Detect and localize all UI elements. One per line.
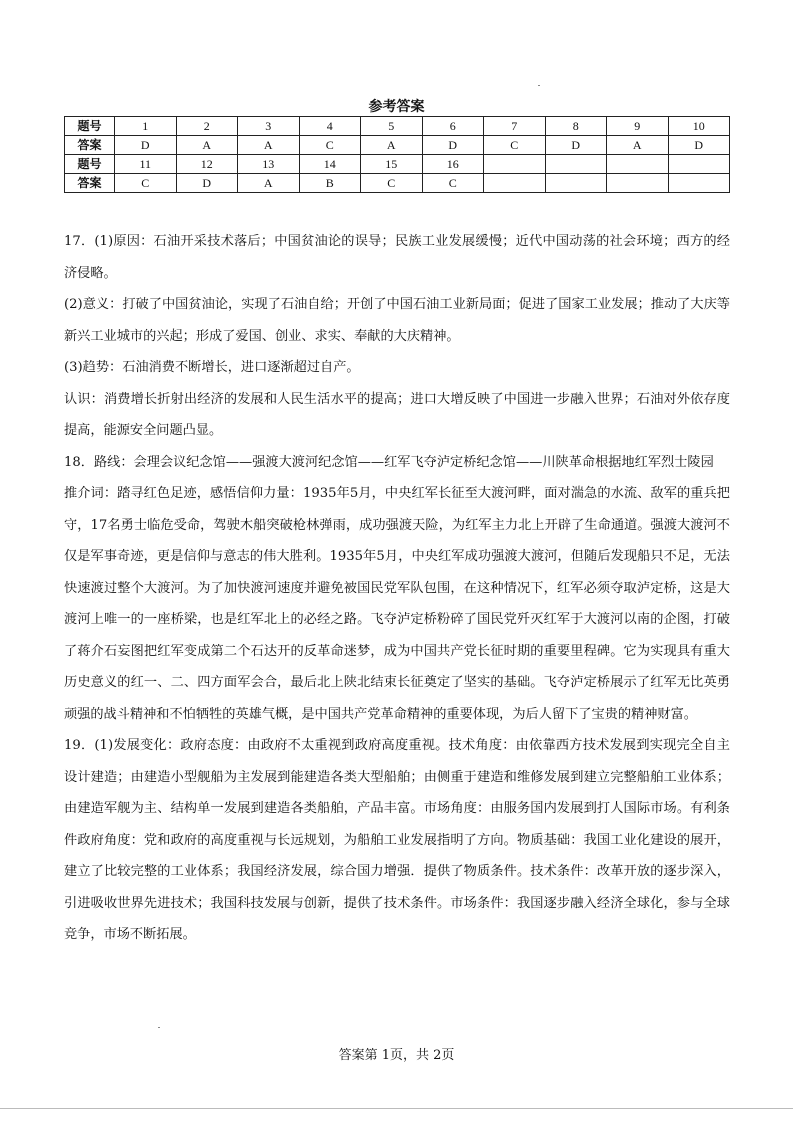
table-cell: C (484, 136, 546, 155)
answer-17-understanding: 认识：消费增长折射出经济的发展和人民生活水平的提高；进口大增反映了中国进一步融入世界；石油对外依存度提高，能源安全问题凸显。 (64, 391, 730, 438)
table-cell: 5 (361, 117, 423, 136)
table-cell: A (238, 174, 300, 193)
table-cell: 6 (422, 117, 484, 136)
table-cell: A (607, 136, 669, 155)
table-cell: B (299, 174, 361, 193)
row-label: 答案 (65, 174, 115, 193)
table-cell: 15 (361, 155, 423, 174)
table-cell (484, 155, 546, 174)
table-cell: 16 (422, 155, 484, 174)
table-row (65, 155, 730, 174)
row-label: 题号 (65, 117, 115, 136)
answer-17-reason: 17．(1)原因：石油开采技术落后；中国贫油论的误导；民族工业发展缓慢；近代中国动荡的社会环境；西方的经济侵略。 (64, 234, 730, 281)
table-row (65, 136, 730, 155)
table-cell: A (176, 136, 238, 155)
table-cell (668, 155, 730, 174)
table-cell: A (238, 136, 300, 155)
table-cell: C (361, 174, 423, 193)
table-cell: 7 (484, 117, 546, 136)
table-cell: C (422, 174, 484, 193)
table-cell: 8 (545, 117, 607, 136)
table-cell: 11 (115, 155, 177, 174)
page-footer: 答案第 1页，共 2页 (338, 1048, 455, 1063)
page-title: 参考答案 (368, 99, 425, 115)
table-cell (484, 174, 546, 193)
answer-17-trend: (3)趋势：石油消费不断增长，进口逐渐超过自产。 (64, 360, 360, 375)
answer-19-development: 19．(1)发展变化：政府态度：由政府不太重视到政府高度重视。技术角度：由依靠西方技术发展到实现完全自主设计建造；由建造小型舰船为主发展到能建造各类大型船舶；由侧重于建造和维修发展到建立完整船舶工业体系；由建造军舰为主、结构单一发展到建造各类船舶，产品丰富。市场角度：由服务国内发展到打人国际市场。有利条件政府角度：党和政府的高度重视与长远规划，为船舶工业发展指明了方向。物质基础：我国工业化建设的展开，建立了比较完整的工业体系；我国经济发展，综合国力增强．提供了物质条件。技术条件：改革开放的逐步深入，引进吸收世界先进技术；我国科技发展与创新，提供了技术条件。市场条件：我国逐步融入经济全球化，参与全球竞争，市场不断拓展。 (64, 738, 730, 942)
table-cell (607, 155, 669, 174)
table-cell: 9 (607, 117, 669, 136)
table-cell: D (176, 174, 238, 193)
table-cell: 1 (115, 117, 177, 136)
table-cell (607, 174, 669, 193)
row-label: 答案 (65, 136, 115, 155)
table-cell: 13 (238, 155, 300, 174)
answer-table (64, 116, 730, 193)
table-cell: D (545, 136, 607, 155)
table-cell: C (299, 136, 361, 155)
table-cell (668, 174, 730, 193)
table-cell: D (115, 136, 177, 155)
table-cell: 14 (299, 155, 361, 174)
answer-content (64, 226, 730, 951)
table-row (65, 117, 730, 136)
table-cell: 2 (176, 117, 238, 136)
table-cell (545, 174, 607, 193)
table-cell: 10 (668, 117, 730, 136)
answer-18-route: 18．路线：会理会议纪念馆——强渡大渡河纪念馆——红军飞夺泸定桥纪念馆——川陕革命根据地红军烈士陵园 (64, 454, 714, 470)
table-cell: C (115, 174, 177, 193)
table-cell: D (668, 136, 730, 155)
table-cell: A (361, 136, 423, 155)
answer-17-significance: (2)意义：打破了中国贫油论，实现了石油自给；开创了中国石油工业新局面；促进了国家工业发展；推动了大庆等新兴工业城市的兴起；形成了爱国、创业、求实、奉献的大庆精神。 (64, 297, 730, 344)
table-row (65, 174, 730, 193)
table-cell: 3 (238, 117, 300, 136)
scan-speck (158, 1027, 160, 1028)
table-cell: 12 (176, 155, 238, 174)
table-cell: D (422, 136, 484, 155)
scan-speck (538, 85, 540, 86)
bottom-rule (0, 1108, 793, 1109)
table-cell: 4 (299, 117, 361, 136)
answer-18-recommendation: 推介词：踏寻红色足迹，感悟信仰力量：1935年5月，中央红军长征至大渡河畔，面对湍急的水流、敌军的重兵把守，17名勇士临危受命，驾驶木船突破枪林弹雨，成功强渡天险，为红军主力北上开辟了生命通道。强渡大渡河不仅是军事奇迹，更是信仰与意志的伟大胜利。1935年5月，中央红军成功强渡大渡河，但随后发现船只不足，无法快速渡过整个大渡河。为了加快渡河速度并避免被国民党军队包围，在这种情况下，红军必须夺取泸定桥，这是大渡河上唯一的一座桥梁，也是红军北上的必经之路。飞夺泸定桥粉碎了国民党歼灭红军于大渡河以南的企图，打破了蒋介石妄图把红军变成第二个石达开的反革命迷梦，成为中国共产党长征时期的重要里程碑。它为实现具有重大历史意义的红一、二、四方面军会合，最后北上陕北结束长征奠定了坚实的基础。飞夺泸定桥展示了红军无比英勇顽强的战斗精神和不怕牺牲的英雄气概，是中国共产党革命精神的重要体现，为后人留下了宝贵的精神财富。 (64, 486, 730, 722)
row-label: 题号 (65, 155, 115, 174)
table-cell (545, 155, 607, 174)
